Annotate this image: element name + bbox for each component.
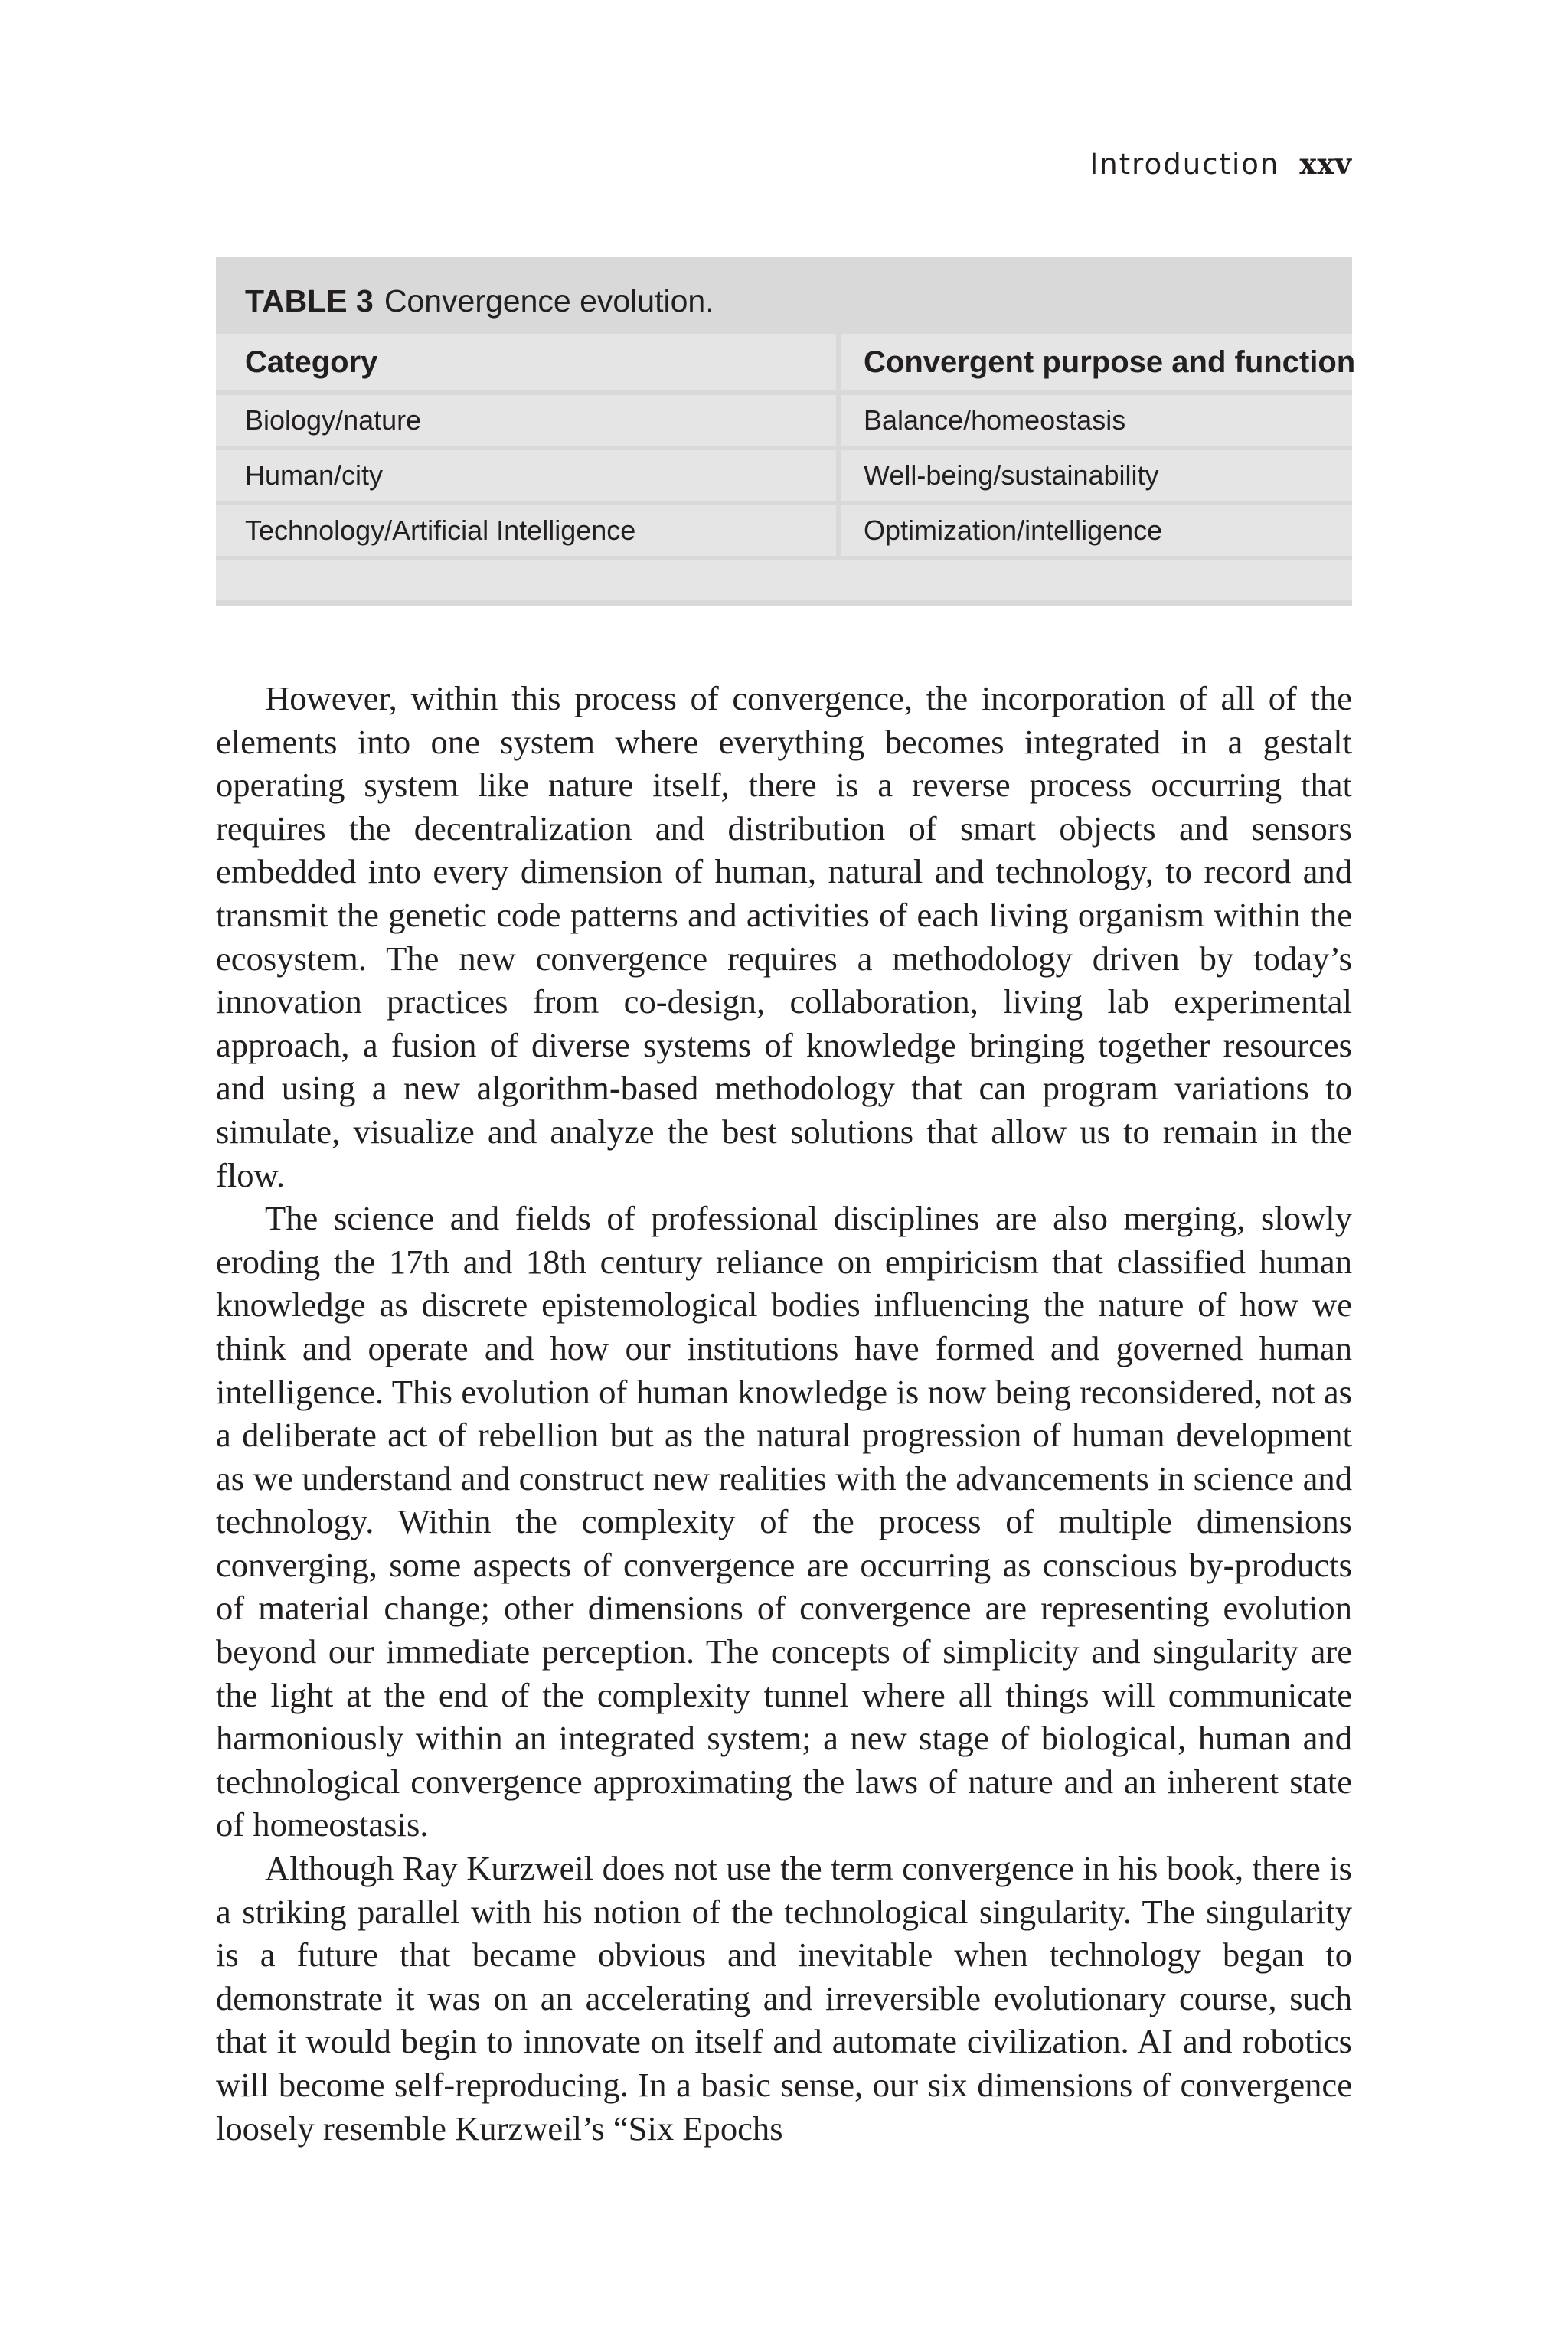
running-head bbox=[1089, 147, 1352, 181]
table-cell-category: Technology/Artificial Intelligence bbox=[216, 505, 836, 556]
table-row bbox=[216, 505, 1352, 556]
table-footer-bar bbox=[216, 560, 1352, 600]
paragraph-3: Although Ray Kurzweil does not use the term convergence in his book, there is a striking parallel with his notion of the technological singularity. The singularity is a future that became obvious and inevitable when technology began to demonstrate it was on an accelerating and irreversible evolutionary course, such that it would begin to innovate on itself and automate civilization. AI and robotics will become self-reproducing. In a basic sense, our six dimensions of convergence loosely resemble Kurzweil’s “Six Epochs bbox=[216, 1849, 1352, 2148]
column-header-purpose: Convergent purpose and function bbox=[841, 334, 1352, 390]
column-header-category: Category bbox=[216, 334, 836, 390]
table-cell-purpose: Optimization/intelligence bbox=[841, 505, 1352, 556]
paragraph-2: The science and fields of professional disciplines are also merging, slowly eroding the 17th and 18th century reliance on empiricism that classified human knowledge as discrete epistemological bodies influencing the nature of how we think and operate and how our institutions have formed and governed human intelligence. This evolution of human knowledge is now being reconsidered, not as a deliberate act of rebellion but as the natural progression of human development as we understand and construct new realities with the advancements in science and technology. Within the complexity of the process of multiple dimensions converging, some aspects of convergence are occurring as conscious by-products of material change; other dimensions of convergence are representing evolution beyond our immediate perception. The concepts of simplicity and singularity are the light at the end of the complexity tunnel where all things will communicate harmoniously within an integrated system; a new stage of biological, human and technological convergence approximating the laws of nature and an inherent state of homeostasis. bbox=[216, 1199, 1352, 1844]
table-title: Convergence evolution. bbox=[384, 283, 714, 318]
table-header-row bbox=[216, 334, 1356, 390]
table-cell-category: Biology/nature bbox=[216, 395, 836, 446]
table-cell-purpose: Balance/homeostasis bbox=[841, 395, 1352, 446]
page-number: xxv bbox=[1299, 147, 1352, 181]
table-grid bbox=[216, 334, 1356, 600]
table-row bbox=[216, 450, 1352, 501]
table-3 bbox=[216, 257, 1356, 606]
table-row bbox=[216, 395, 1352, 446]
table-caption bbox=[245, 283, 714, 319]
running-head-section: Introduction bbox=[1089, 148, 1280, 181]
paragraph-1: However, within this process of convergence, the incorporation of all of the elements into one system where everything becomes integrated in a gestalt operating system like nature itself, there is a reverse process occurring that requires the decentralization and distribution of smart objects and sensors embedded into every dimension of human, natural and technology, to record and transmit the genetic code patterns and activities of each living organism within the ecosystem. The new convergence requires a methodology driven by today’s innovation practices from co-design, collaboration, living lab experimental approach, a fusion of diverse systems of knowledge bringing together resources and using a new algorithm-based methodology that can program variations to simulate, visualize and analyze the best solutions that allow us to remain in the flow. bbox=[216, 679, 1352, 1194]
table-cell-purpose: Well-being/sustainability bbox=[841, 450, 1352, 501]
table-label: TABLE 3 bbox=[245, 283, 374, 318]
body-text bbox=[216, 677, 1352, 2150]
table-cell-category: Human/city bbox=[216, 450, 836, 501]
